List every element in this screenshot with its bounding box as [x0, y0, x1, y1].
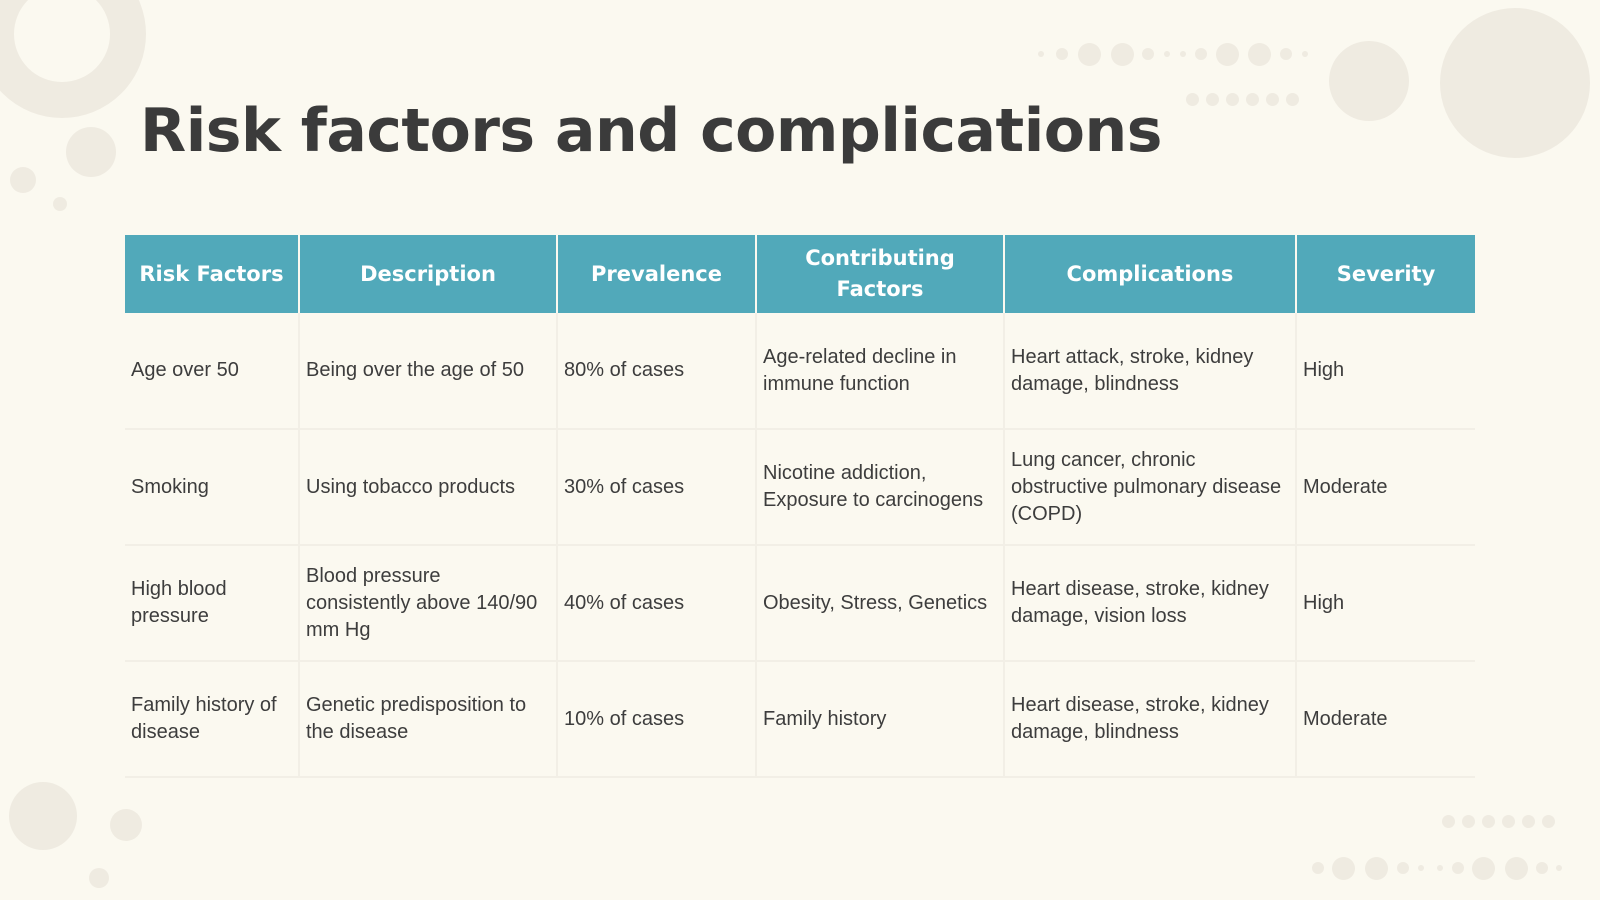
table-row — [125, 661, 1475, 777]
cell-contributing-factors: Obesity, Stress, Genetics — [756, 545, 1004, 661]
cell-severity: Moderate — [1296, 661, 1475, 777]
cell-prevalence: 10% of cases — [557, 661, 756, 777]
cell-complications: Lung cancer, chronic obstructive pulmonary disease (COPD) — [1004, 429, 1296, 545]
slide-title: Risk factors and complications — [140, 96, 1162, 166]
cell-complications: Heart attack, stroke, kidney damage, blindness — [1004, 313, 1296, 429]
cell-contributing-factors: Family history — [756, 661, 1004, 777]
decorative-circle — [10, 167, 36, 193]
decorative-circle — [53, 197, 67, 211]
cell-prevalence: 40% of cases — [557, 545, 756, 661]
header-contributing-factors: Contributing Factors — [756, 235, 1004, 313]
decorative-dot-pattern — [1038, 42, 1318, 66]
cell-complications: Heart disease, stroke, kidney damage, blindness — [1004, 661, 1296, 777]
table-row — [125, 429, 1475, 545]
cell-prevalence: 30% of cases — [557, 429, 756, 545]
decorative-ring-top-left — [0, 0, 146, 118]
cell-contributing-factors: Age-related decline in immune function — [756, 313, 1004, 429]
cell-description: Blood pressure consistently above 140/90 mm Hg — [299, 545, 557, 661]
decorative-circle — [110, 809, 142, 841]
header-description: Description — [299, 235, 557, 313]
cell-risk-factor: Smoking — [125, 429, 299, 545]
header-severity: Severity — [1296, 235, 1475, 313]
decorative-dot-pattern — [1186, 93, 1306, 107]
decorative-circle — [1329, 41, 1409, 121]
decorative-circle — [66, 127, 116, 177]
cell-severity: High — [1296, 545, 1475, 661]
cell-description: Being over the age of 50 — [299, 313, 557, 429]
cell-severity: High — [1296, 313, 1475, 429]
header-risk-factors: Risk Factors — [125, 235, 299, 313]
decorative-circle — [9, 782, 77, 850]
header-prevalence: Prevalence — [557, 235, 756, 313]
decorative-dot-pattern — [1312, 856, 1562, 880]
decorative-circle — [1440, 8, 1590, 158]
cell-contributing-factors: Nicotine addiction, Exposure to carcinogens — [756, 429, 1004, 545]
cell-risk-factor: Family history of disease — [125, 661, 299, 777]
header-complications: Complications — [1004, 235, 1296, 313]
cell-description: Genetic predisposition to the disease — [299, 661, 557, 777]
table-header-row — [125, 235, 1475, 313]
table-row — [125, 313, 1475, 429]
cell-risk-factor: Age over 50 — [125, 313, 299, 429]
decorative-dot-pattern — [1442, 815, 1562, 829]
cell-description: Using tobacco products — [299, 429, 557, 545]
risk-factors-table — [125, 235, 1475, 778]
cell-complications: Heart disease, stroke, kidney damage, vision loss — [1004, 545, 1296, 661]
cell-severity: Moderate — [1296, 429, 1475, 545]
cell-risk-factor: High blood pressure — [125, 545, 299, 661]
cell-prevalence: 80% of cases — [557, 313, 756, 429]
table-row — [125, 545, 1475, 661]
decorative-circle — [89, 868, 109, 888]
